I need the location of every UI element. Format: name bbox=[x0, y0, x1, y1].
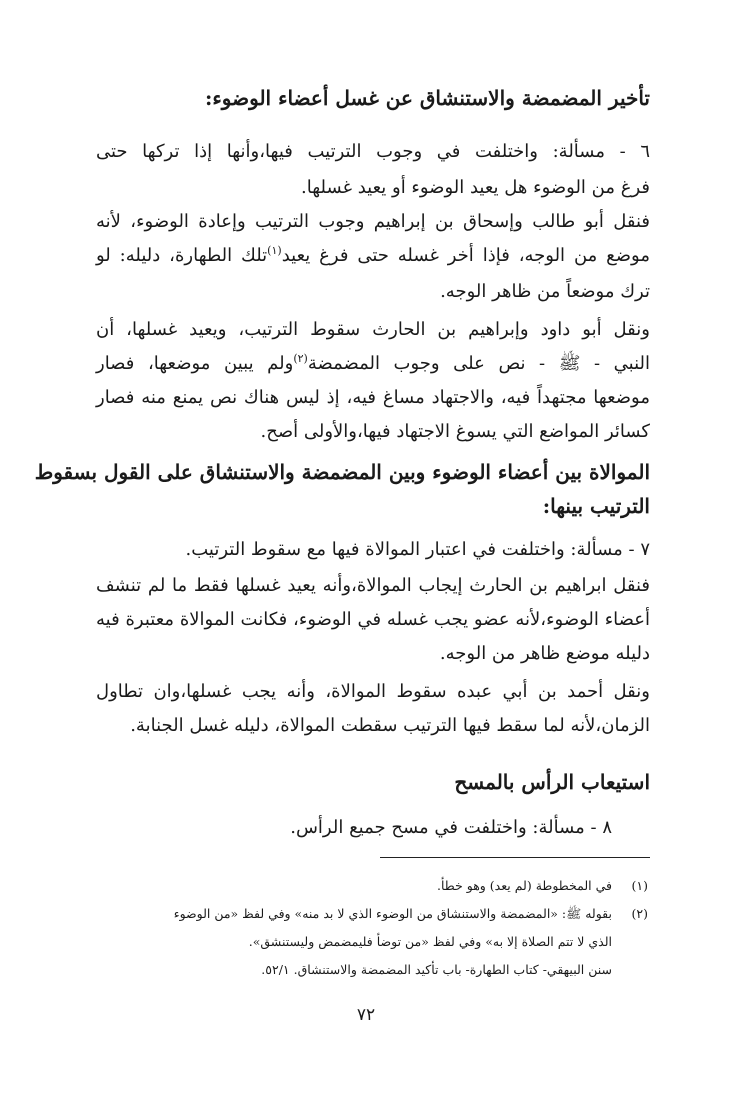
section-heading-head-wiping: استيعاب الرأس بالمسح bbox=[454, 770, 650, 794]
footnote-text: بقوله ﷺ: «المضمضة والاستنشاق من الوضوء الذي لا بد منه» وفي لفظ «من الوضوء bbox=[173, 906, 612, 921]
page-number: ٧٢ bbox=[356, 1005, 376, 1025]
para-abu-talib-line-2 bbox=[96, 240, 650, 272]
section-heading-continuity-1: الموالاة بين أعضاء الوضوء وبين المضمضة والاستنشاق على القول بسقوط bbox=[34, 460, 650, 484]
para-ahmad-line-1: ونقل أحمد بن أبي عبده سقوط الموالاة، وأنه يجب غسلها،وان تطاول bbox=[96, 681, 650, 702]
footnote-2-source: سنن البيهقي- كتاب الطهارة- باب تأكيد المضمضة والاستنشاق. ٥٢/١. bbox=[261, 962, 612, 977]
section-heading-continuity-2: الترتيب بينها: bbox=[542, 494, 650, 518]
para-abu-dawud-line-1: ونقل أبو داود وإبراهيم بن الحارث سقوط الترتيب، ويعيد غسلها، أن bbox=[96, 319, 650, 340]
para-abu-talib-line-1: فنقل أبو طالب وإسحاق بن إبراهيم وجوب الترتيب وإعادة الوضوء، لأنه bbox=[96, 211, 650, 232]
issue-8-line: ٨ - مسألة: واختلفت في مسح جميع الرأس. bbox=[290, 817, 612, 838]
para-abu-dawud-line-2 bbox=[96, 348, 650, 380]
para-abu-dawud-line-4: كسائر المواضع التي يسوغ الاجتهاد فيها،والأولى أصح. bbox=[260, 421, 650, 442]
footnote-ref-2: (٢) bbox=[293, 352, 308, 365]
para-ahmad-line-2: الزمان،لأنه لما سقط فيها الترتيب سقطت الموالاة، دليله غسل الجنابة. bbox=[130, 715, 650, 736]
footnote-number: (١) bbox=[631, 878, 648, 893]
text-segment: النبي - ﷺ - نص على وجوب المضمضة bbox=[307, 353, 650, 374]
para-ibrahim-line-3: دليله موضع ظاهر من الوجه. bbox=[439, 643, 650, 664]
footnote-number: (٢) bbox=[631, 906, 648, 921]
footnote-text: في المخطوطة (لم يعد) وهو خطأ. bbox=[437, 878, 612, 893]
issue-7-line: ٧ - مسألة: واختلفت في اعتبار الموالاة فيها مع سقوط الترتيب. bbox=[185, 539, 650, 560]
section-heading-delay: تأخير المضمضة والاستنشاق عن غسل أعضاء الوضوء: bbox=[205, 86, 650, 110]
issue-6-line-2: فرغ من الوضوء هل يعيد الوضوء أو يعيد غسلها. bbox=[301, 177, 650, 198]
footnote-2-continuation: الذي لا تتم الصلاة إلا به» وفي لفظ «من توضأ فليمضمض وليستنشق». bbox=[248, 934, 612, 949]
para-abu-talib-line-3: ترك موضعاً من ظاهر الوجه. bbox=[440, 281, 650, 302]
text-segment: موضع من الوجه، فإذا أخر غسله حتى فرغ يعيد bbox=[281, 245, 650, 266]
para-abu-dawud-line-3: موضعها مجتهداً فيه، والاجتهاد مساغ فيه، إذ ليس هناك نص يمنع منه فصار bbox=[96, 387, 650, 408]
text-segment: ولم يبين موضعها، فصار bbox=[96, 353, 294, 374]
para-ibrahim-line-2: أعضاء الوضوء،لأنه عضو يجب غسله في الوضوء، فكانت الموالاة معتبرة فيه bbox=[96, 609, 650, 630]
issue-6-line-1: ٦ - مسألة: واختلفت في وجوب الترتيب فيها،وأنها إذا تركها حتى bbox=[96, 141, 650, 162]
text-segment: تلك الطهارة، دليله: لو bbox=[96, 245, 268, 266]
footnote-ref-1: (١) bbox=[267, 244, 282, 257]
para-ibrahim-line-1: فنقل ابراهيم بن الحارث إيجاب الموالاة،وأنه يعيد غسلها فقط ما لم تنشف bbox=[96, 575, 650, 596]
footnote-separator bbox=[380, 857, 650, 858]
